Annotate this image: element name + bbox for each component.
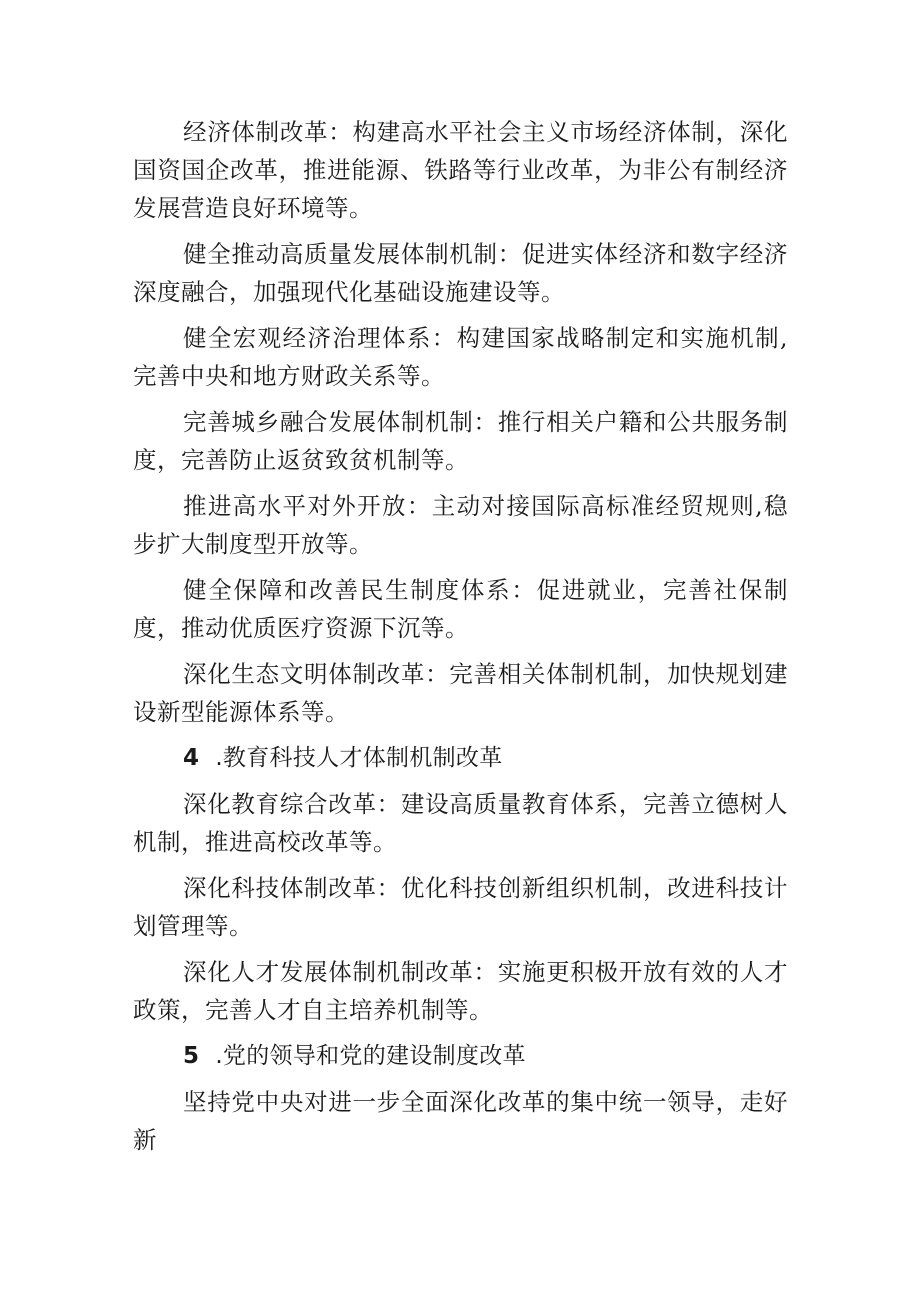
section-heading-4 xyxy=(133,739,788,777)
section-number: 5 xyxy=(183,1043,200,1069)
paragraph-economic-reform: 经济体制改革：构建高水平社会主义市场经济体制，深化国资国企改革，推进能源、铁路等行业改革，为非公有制经济发展营造良好环境等。 xyxy=(133,118,788,222)
paragraph-talent-reform: 深化人才发展体制机制改革：实施更积极开放有效的人才政策，完善人才自主培养机制等。 xyxy=(133,958,788,1024)
section-heading-5 xyxy=(133,1037,788,1075)
paragraph-livelihood: 健全保障和改善民生制度体系：促进就业，完善社保制度，推动优质医疗资源下沉等。 xyxy=(133,576,788,642)
document-body xyxy=(133,113,788,1167)
section-title: .党的领导和党的建设制度改革 xyxy=(215,1043,526,1069)
paragraph-opening-up: 推进高水平对外开放：主动对接国际高标准经贸规则,稳步扩大制度型开放等。 xyxy=(133,492,788,558)
section-number: 4 xyxy=(183,745,200,771)
paragraph-high-quality-development: 健全推动高质量发展体制机制：促进实体经济和数字经济深度融合，加强现代化基础设施建设等。 xyxy=(133,240,788,306)
paragraph-party-leadership: 坚持党中央对进一步全面深化改革的集中统一领导，走好新 xyxy=(133,1088,788,1154)
paragraph-urban-rural-integration: 完善城乡融合发展体制机制：推行相关户籍和公共服务制度，完善防止返贫致贫机制等。 xyxy=(133,408,788,474)
paragraph-ecology: 深化生态文明体制改革：完善相关体制机制，加快规划建设新型能源体系等。 xyxy=(133,660,788,726)
paragraph-macro-governance: 健全宏观经济治理体系：构建国家战略制定和实施机制,完善中央和地方财政关系等。 xyxy=(133,324,788,390)
paragraph-technology-reform: 深化科技体制改革：优化科技创新组织机制，改进科技计划管理等。 xyxy=(133,874,788,940)
paragraph-education-reform: 深化教育综合改革：建设高质量教育体系，完善立德树人机制，推进高校改革等。 xyxy=(133,790,788,856)
section-title: .教育科技人才体制机制改革 xyxy=(215,745,503,771)
